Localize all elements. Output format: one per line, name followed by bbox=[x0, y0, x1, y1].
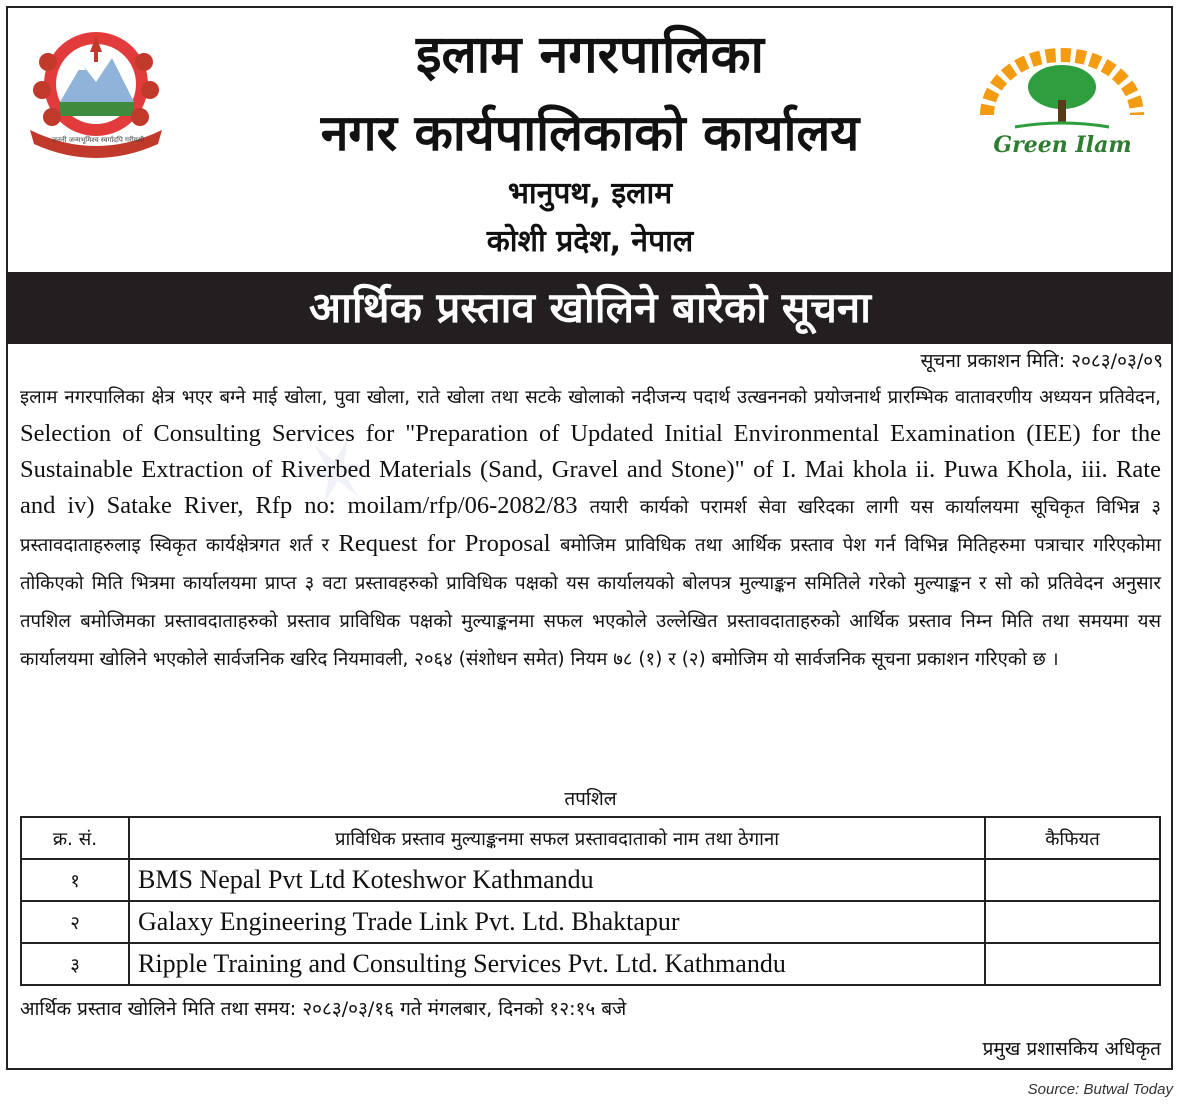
header-name-address: प्राविधिक प्रस्ताव मुल्याङ्कनमा सफल प्रस्तावदाताको नाम तथा ठेगाना bbox=[129, 817, 985, 859]
row-name: BMS Nepal Pvt Ltd Koteshwor Kathmandu bbox=[129, 859, 985, 901]
signature-title: प्रमुख प्रशासकिय अधिकृत bbox=[982, 1038, 1161, 1060]
row-serial: २ bbox=[21, 901, 129, 943]
body-part-5: बमोजिम प्राविधिक तथा आर्थिक प्रस्ताव पेश गर्न विभिन्न मितिहरुमा पत्राचार गरिएकोमा तोकिएको मिति भित्रमा कार्यालयमा प्राप्त ३ वटा प्रस्तावहरुको प्राविधिक पक्षको यस कार्यालयको बोलपत्र मुल्याङ्कन समितिले गरेको मुल्याङ्कन र सो को प्रतिवेदन अनुसार तपशिल बमोजिमका प्रस्तावदाताहरुको प्रस्ताव प्राविधिक पक्षको मुल्याङ्कनमा सफल भएकोले उल्लेखित प्रस्तावदाताहरुको आर्थिक प्रस्ताव निम्न मिति तथा समयमा यस कार्यालयमा खोलिने भएकोले सार्वजनिक खरिद नियमावली, २०६४ (संशोधन समेत) नियम ७८ (१) र (२) बमोजिम यो सार्वजनिक सूचना प्रकाशन गरिएको छ । bbox=[20, 535, 1162, 670]
address-line-1: भानुपथ, इलाम bbox=[507, 176, 673, 211]
row-serial: ३ bbox=[21, 943, 129, 985]
header-remarks: कैफियत bbox=[985, 817, 1160, 859]
row-name: Ripple Training and Consulting Services Pvt. Ltd. Kathmandu bbox=[129, 943, 985, 985]
body-part-2: Selection of Consulting Services for "Preparation of Updated Initial Environmental Examination (IEE) for the Sustainable Extraction of Riverbed Materials (Sand, Gravel and Stone)" of I. Mai khola ii. Puwa Khola, iii. Rate and iv) Satake River, Rfp no: moilam/rfp/06-2082/83 bbox=[20, 420, 1161, 519]
row-remark bbox=[985, 859, 1160, 901]
body-part-4: Request for Proposal bbox=[338, 530, 551, 557]
table-row bbox=[21, 901, 1160, 943]
address-line-2: कोशी प्रदेश, नेपाल bbox=[486, 224, 694, 259]
watermark: ✶ bbox=[275, 408, 401, 537]
notice-body bbox=[20, 378, 1161, 678]
green-ilam-text: Green Ilam bbox=[993, 132, 1132, 158]
header-serial: क्र. सं. bbox=[21, 817, 129, 859]
notice-banner-title: आर्थिक प्रस्ताव खोलिने बारेको सूचना bbox=[7, 272, 1173, 344]
table-row bbox=[21, 859, 1160, 901]
opening-datetime: आर्थिक प्रस्ताव खोलिने मिति तथा समय: २०८३/०३/१६ गते मंगलबार, दिनको १२:१५ बजे bbox=[20, 998, 627, 1020]
table-row bbox=[21, 943, 1160, 985]
source-credit: Source: Butwal Today bbox=[1027, 1081, 1173, 1098]
body-part-3: तयारी कार्यको परामर्श सेवा खरिदका लागी यस कार्यालयमा सूचिकृत विभिन्न ३ प्रस्तावदाताहरुलाइ स्विकृत कार्यक्षेत्रगत शर्त र bbox=[20, 497, 1162, 556]
table-header-row bbox=[21, 817, 1160, 859]
row-serial: १ bbox=[21, 859, 129, 901]
bidders-table bbox=[20, 816, 1161, 986]
emblem-motto: जननी जन्मभूमिश्च स्वर्गादपि गरीयसी bbox=[51, 136, 145, 144]
municipality-title: इलाम नगरपालिका bbox=[416, 25, 764, 85]
row-remark bbox=[985, 901, 1160, 943]
row-name: Galaxy Engineering Trade Link Pvt. Ltd. Bhaktapur bbox=[129, 901, 985, 943]
office-title: नगर कार्यपालिकाको कार्यालय bbox=[320, 104, 860, 162]
body-part-1: इलाम नगरपालिका क्षेत्र भएर बग्ने माई खोला, पुवा खोला, राते खोला तथा सटके खोलाको नदीजन्य पदार्थ उत्खननको प्रयोजनार्थ प्रारम्भिक वातावरणीय अध्ययन प्रतिवेदन, bbox=[20, 387, 1161, 408]
publish-date: सूचना प्रकाशन मिति: २०८३/०३/०९ bbox=[920, 350, 1163, 372]
row-remark bbox=[985, 943, 1160, 985]
table-caption: तपशिल bbox=[564, 788, 617, 810]
